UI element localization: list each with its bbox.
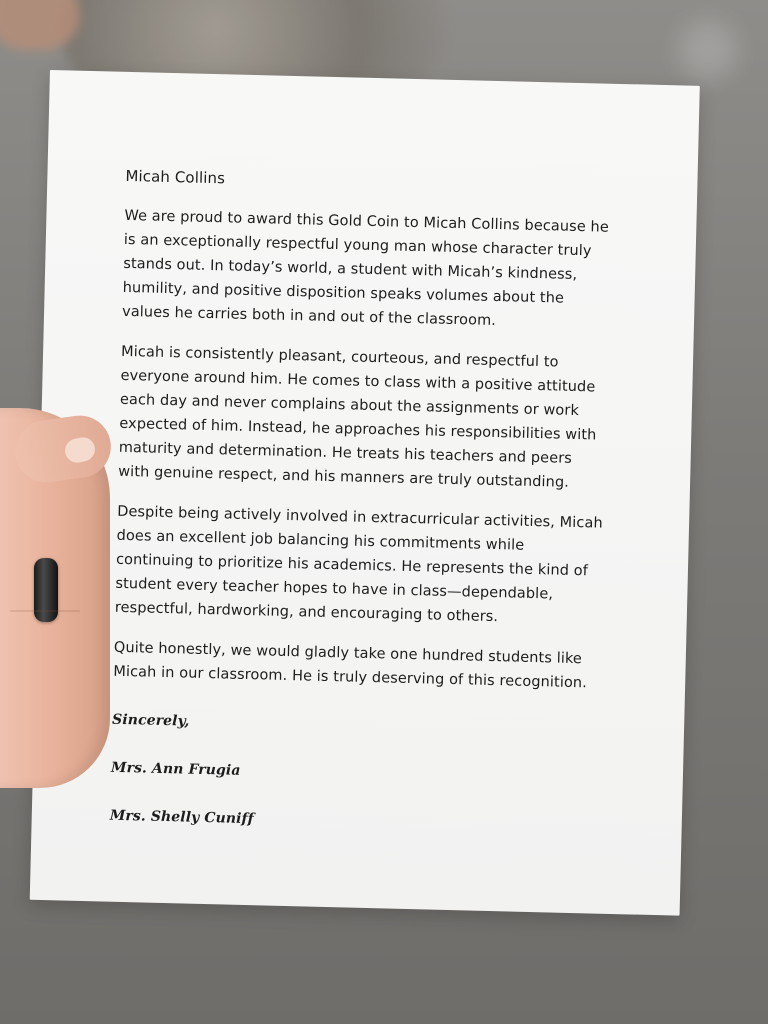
paragraph-4: Quite honestly, we would gladly take one hundred students like Micah in our classroom. He is truly deserving of this recognition.: [113, 639, 588, 692]
finger-crease: [10, 610, 80, 612]
closing-line: Sincerely,: [111, 711, 190, 730]
letter-heading: Micah Collins: [125, 166, 226, 188]
ring: [34, 558, 58, 622]
paragraph-2: Micah is consistently pleasant, courteous, and respectful to everyone around him. He comes to class with a positive attitude each day and never complains about the assignments or work expected of him. Instead, he approaches his responsibilities with maturity and determination. He treats his teachers and peers with genuine respect, and his manners are truly outstanding.: [118, 343, 597, 491]
signature-2: Mrs. Shelly Cuniff: [109, 807, 254, 828]
signature-1: Mrs. Ann Frugia: [110, 759, 241, 779]
background-light: [678, 20, 738, 80]
paragraph-1: We are proud to award this Gold Coin to Micah Collins because he is an exceptionally respectful young man whose character truly stands out. In today’s world, a student with Micah’s kindness, humility, and positive disposition speaks volumes about the values he carries both in and out of the classroom.: [121, 207, 610, 329]
letter-paper: [30, 70, 700, 916]
letter-content: [109, 164, 613, 848]
paragraph-3: Despite being actively involved in extracurricular activities, Micah does an excellent job balancing his commitments while continuing to prioritize his academics. He represents the kind of student every teacher hopes to have in class—dependable, respectful, hardworking, and encouraging to others.: [114, 503, 603, 626]
